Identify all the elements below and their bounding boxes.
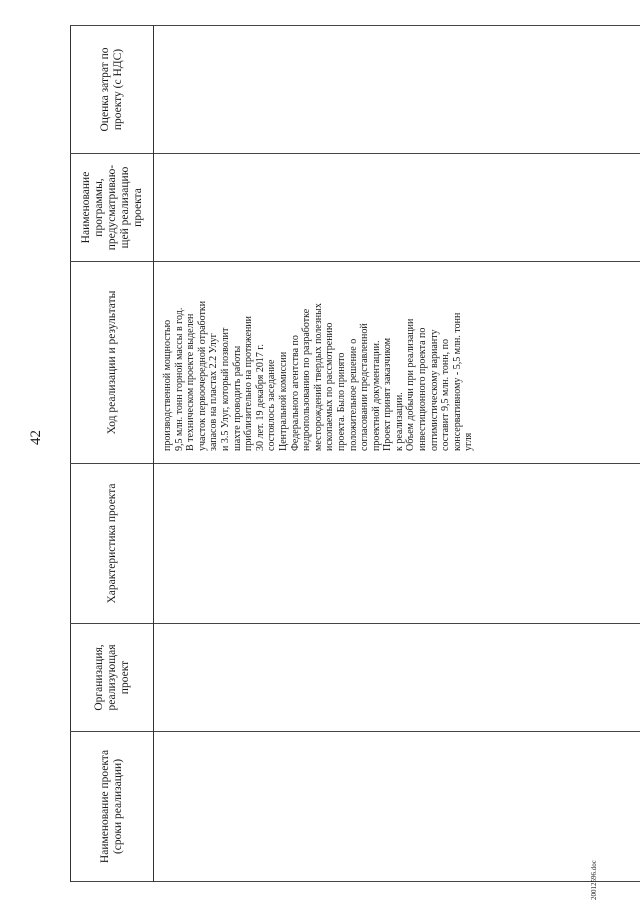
cell-cost-estimate bbox=[154, 26, 640, 154]
progress-line: положительное решение о bbox=[347, 338, 359, 451]
progress-line: составит 9,5 млн. тонн, по bbox=[440, 339, 452, 451]
cell-program-name bbox=[154, 154, 640, 262]
progress-line: Центральной комиссии bbox=[277, 351, 289, 451]
cell-characteristics bbox=[154, 464, 640, 624]
progress-line: шахте проводить работы bbox=[231, 345, 243, 451]
progress-line: Федерального агентства по bbox=[289, 335, 301, 451]
projects-table bbox=[70, 25, 640, 882]
progress-line: оптимистическому варианту bbox=[428, 329, 440, 451]
progress-line: недропользованию по разработке bbox=[301, 308, 313, 451]
progress-line: Объем добычи при реализации bbox=[405, 318, 417, 451]
progress-line: производственной мощностью bbox=[162, 319, 173, 451]
progress-line: проектной документации. bbox=[370, 340, 382, 451]
progress-line: консервативному - 5,5 млн. тонн bbox=[451, 312, 463, 451]
header-program-name: Наименование программы, предусматриваю-щей реализацию проекта bbox=[71, 154, 154, 262]
cell-organization bbox=[154, 624, 640, 732]
header-organization: Организация, реализующая проект bbox=[71, 624, 154, 732]
header-characteristics: Характеристика проекта bbox=[71, 464, 154, 624]
document-id: 20012596.doc bbox=[590, 860, 598, 900]
progress-line: Проект принят заказчиком bbox=[382, 337, 394, 451]
header-cost-estimate: Оценка затрат по проекту (с НДС) bbox=[71, 26, 154, 154]
progress-line: согласовании представленной bbox=[359, 323, 371, 451]
table-header-row bbox=[71, 26, 154, 882]
progress-line: к реализации. bbox=[393, 392, 405, 451]
cell-project-name bbox=[154, 732, 640, 882]
progress-line: 30 лет. 19 декабря 2017 г. bbox=[254, 344, 266, 451]
progress-line: месторождений твердых полезных bbox=[312, 303, 324, 451]
cell-progress-results bbox=[154, 262, 640, 464]
progress-line: ископаемых по рассмотрению bbox=[324, 322, 336, 451]
page-number: 42 bbox=[28, 430, 44, 445]
progress-line: угля bbox=[463, 432, 475, 451]
header-progress-results: Ход реализации и результаты bbox=[71, 262, 154, 464]
progress-line: состоялось заседание bbox=[266, 359, 278, 451]
progress-line: В техническом проекте выделен bbox=[185, 313, 197, 451]
table-row bbox=[154, 26, 640, 882]
progress-line: 9,5 млн. тонн горной массы в год. bbox=[173, 307, 185, 451]
progress-line: инвестиционного проекта по bbox=[417, 327, 429, 451]
header-project-name: Наименование проекта (сроки реализации) bbox=[71, 732, 154, 882]
progress-line: запасов на пластах 2.2 Улуг bbox=[208, 333, 220, 451]
progress-line: участок первоочередной отработки bbox=[196, 300, 208, 451]
progress-line: проекта. Было принято bbox=[335, 352, 347, 451]
progress-text bbox=[154, 262, 475, 463]
progress-line: приблизительно на протяжении bbox=[243, 315, 255, 451]
progress-line: и 3.5 Улуг, который позволит bbox=[219, 327, 231, 451]
